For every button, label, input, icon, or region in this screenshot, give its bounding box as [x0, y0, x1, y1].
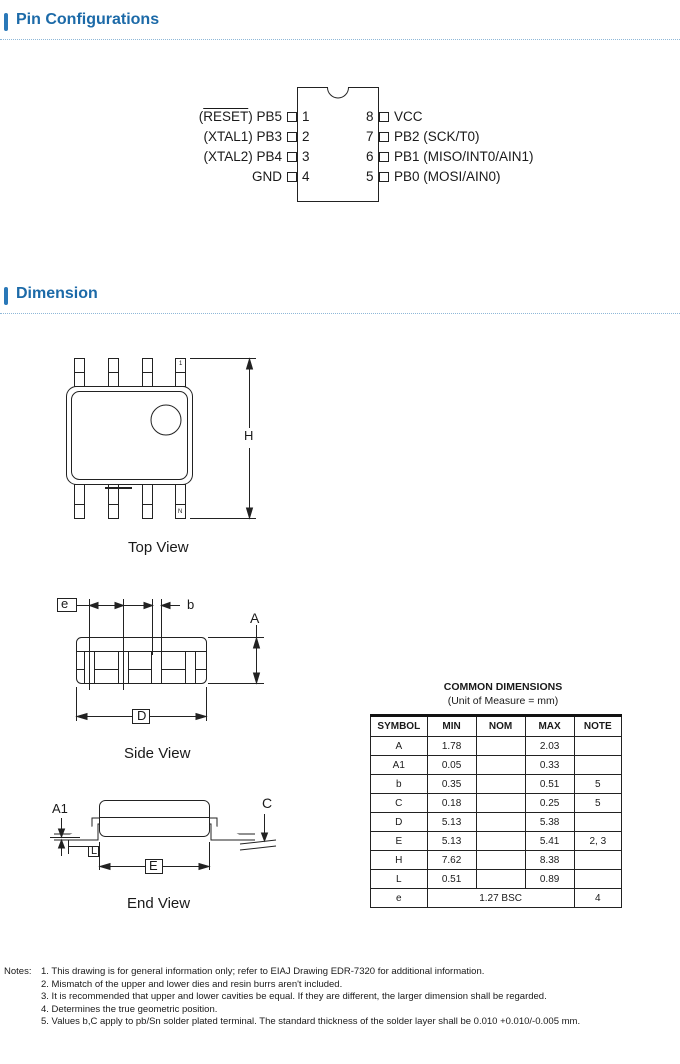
- table-cell: 2.03: [525, 737, 574, 756]
- table-cell: 5.13: [427, 813, 476, 832]
- section-marker: [4, 287, 8, 305]
- table-cell: [476, 870, 525, 889]
- section-title: Dimension: [16, 285, 98, 302]
- b-width-label: b: [187, 597, 195, 612]
- table-cell: 5.13: [427, 832, 476, 851]
- table-cell: 0.89: [525, 870, 574, 889]
- table-cell: D: [371, 813, 428, 832]
- d-length-label: D: [137, 708, 147, 723]
- table-cell: [574, 813, 621, 832]
- table-cell: [574, 737, 621, 756]
- pin-number-6: 6: [366, 149, 374, 164]
- table-cell: e: [371, 889, 428, 908]
- table-cell: L: [371, 870, 428, 889]
- table-cell: 8.38: [525, 851, 574, 870]
- l-label: L: [91, 845, 98, 857]
- a-height-label: A: [250, 610, 260, 626]
- table-cell: [574, 851, 621, 870]
- table-cell: 0.25: [525, 794, 574, 813]
- note-item: 2. Mismatch of the upper and lower dies and resin burrs aren't included.: [41, 978, 343, 990]
- table-cell: A1: [371, 756, 428, 775]
- section-divider: [0, 39, 680, 40]
- note-item: 3. It is recommended that upper and lower cavities be equal. If they are different, the larger dimension shall be regarded.: [41, 991, 547, 1003]
- column-header: NOM: [476, 716, 525, 737]
- table-row: [371, 870, 622, 889]
- table-subtitle: (Unit of Measure = mm): [447, 695, 559, 707]
- side-view-drawing: [50, 595, 270, 730]
- table-cell-bsc: 1.27 BSC: [427, 889, 574, 908]
- table-cell: [476, 832, 525, 851]
- pin-label-8: VCC: [394, 109, 423, 124]
- end-view-label: End View: [127, 895, 191, 912]
- table-cell: 5: [574, 794, 621, 813]
- pin-number-5: 5: [366, 169, 374, 184]
- pin1-marker: 1: [179, 361, 183, 367]
- table-row: [371, 775, 622, 794]
- table-cell: 0.51: [525, 775, 574, 794]
- a1-label: A1: [52, 801, 68, 816]
- top-view-label: Top View: [128, 539, 189, 556]
- column-header: MAX: [525, 716, 574, 737]
- pin-name-overline: RESET: [203, 109, 249, 124]
- table-cell: [476, 794, 525, 813]
- table-header-row: [371, 716, 622, 737]
- table-cell: 0.33: [525, 756, 574, 775]
- c-thickness-label: C: [262, 795, 273, 811]
- top-view-drawing: [60, 350, 270, 530]
- pin-number-3: 3: [302, 149, 310, 164]
- table-cell: [574, 756, 621, 775]
- table-cell: H: [371, 851, 428, 870]
- table-cell: [476, 775, 525, 794]
- table-cell: 0.51: [427, 870, 476, 889]
- pin-label-1: (RESET) PB5: [198, 109, 282, 124]
- pin-number-4: 4: [302, 169, 310, 184]
- h-dimension-label: H: [244, 428, 254, 443]
- pin-label-7: PB2 (SCK/T0): [394, 129, 480, 144]
- section-marker: [4, 13, 8, 31]
- table-cell: 4: [574, 889, 621, 908]
- column-header: MIN: [427, 716, 476, 737]
- table-title: COMMON DIMENSIONS: [443, 681, 563, 693]
- e-width-label: E: [149, 858, 158, 873]
- table-cell: 0.18: [427, 794, 476, 813]
- common-dimensions-table: [370, 714, 622, 908]
- table-cell: 1.78: [427, 737, 476, 756]
- table-cell: 7.62: [427, 851, 476, 870]
- pinout-diagram: [0, 80, 680, 210]
- column-header: SYMBOL: [371, 716, 428, 737]
- table-row: [371, 851, 622, 870]
- section-divider: [0, 313, 680, 314]
- section-title: Pin Configurations: [16, 11, 160, 28]
- table-cell: [574, 870, 621, 889]
- table-cell: 0.05: [427, 756, 476, 775]
- pin-label-4: GND: [252, 169, 282, 184]
- pin-label-2: (XTAL1) PB3: [203, 129, 282, 144]
- table-cell: [476, 813, 525, 832]
- pin-number-8: 8: [366, 109, 374, 124]
- pin-number-1: 1: [302, 109, 310, 124]
- end-view-drawing: [40, 790, 280, 885]
- table-cell: [476, 851, 525, 870]
- notes-label: Notes:: [4, 966, 32, 977]
- pinN-marker: N: [178, 509, 183, 515]
- side-view-label: Side View: [124, 745, 191, 762]
- table-row: [371, 794, 622, 813]
- column-header: NOTE: [574, 716, 621, 737]
- pin-label-3: (XTAL2) PB4: [203, 149, 282, 164]
- table-cell: E: [371, 832, 428, 851]
- e-pitch-label: e: [61, 596, 69, 611]
- table-cell: 5.38: [525, 813, 574, 832]
- table-cell: 0.35: [427, 775, 476, 794]
- table-row: [371, 832, 622, 851]
- table-cell: A: [371, 737, 428, 756]
- table-row: [371, 756, 622, 775]
- table-cell: 5: [574, 775, 621, 794]
- table-cell: [476, 737, 525, 756]
- note-item: 4. Determines the true geometric position.: [41, 1003, 218, 1015]
- table-row: [371, 737, 622, 756]
- table-cell: b: [371, 775, 428, 794]
- table-row: [371, 889, 622, 908]
- pin-label-5: PB0 (MOSI/AIN0): [394, 169, 501, 184]
- table-row: [371, 813, 622, 832]
- table-cell: 2, 3: [574, 832, 621, 851]
- pin-label-6: PB1 (MISO/INT0/AIN1): [394, 149, 534, 164]
- table-cell: [476, 756, 525, 775]
- table-cell: C: [371, 794, 428, 813]
- pin-number-2: 2: [302, 129, 310, 144]
- pin-number-7: 7: [366, 129, 374, 144]
- note-item: 1. This drawing is for general information only; refer to EIAJ Drawing EDR-7320 for additional information.: [41, 966, 485, 977]
- table-cell: 5.41: [525, 832, 574, 851]
- note-item: 5. Values b,C apply to pb/Sn solder plated terminal. The standard thickness of the solder layer shall be 0.010 +0.010/-0.005 mm.: [41, 1016, 581, 1028]
